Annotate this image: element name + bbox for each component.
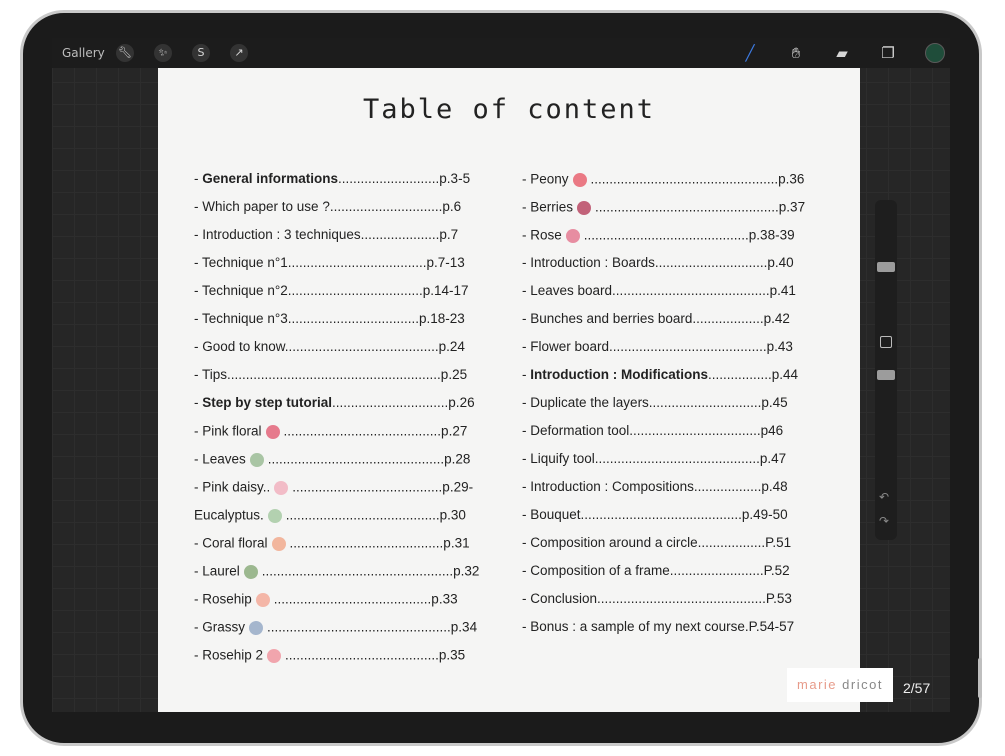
toc-entry: - Grassy .................................................p.34 — [194, 619, 477, 637]
selection-icon[interactable]: S — [192, 44, 210, 62]
toc-entry: - Introduction : Modifications.................p.44 — [522, 367, 799, 382]
toc-entry: - Pink floral ..........................................p.27 — [194, 423, 467, 441]
watercolor-flower-icon — [270, 535, 288, 553]
toc-entry: - Good to know.........................................p.24 — [194, 339, 465, 354]
watercolor-flower-icon — [266, 507, 284, 525]
transform-arrow-icon[interactable]: ↗ — [230, 44, 248, 62]
toc-entry: - Peony ..................................................p.36 — [522, 171, 804, 189]
watercolor-flower-icon — [242, 563, 260, 581]
toc-entry: Eucalyptus. .........................................p.30 — [194, 507, 466, 525]
smudge-icon[interactable]: ✋︎ — [791, 44, 801, 62]
toc-entry: - Introduction : 3 techniques.....................p.7 — [194, 227, 459, 242]
toc-entry: - Composition around a circle..................P.51 — [522, 535, 792, 550]
watercolor-flower-icon — [564, 227, 582, 245]
brush-sidebar — [875, 200, 897, 540]
canvas-document[interactable] — [158, 68, 860, 712]
procreate-screen — [52, 38, 950, 712]
toc-entry: - Leaves board..........................................p.41 — [522, 283, 796, 298]
document-title: Table of content — [362, 94, 656, 125]
toc-entry: - Technique n°1.....................................p.7-13 — [194, 255, 465, 270]
toc-entry: - Bouquet...........................................p.49-50 — [522, 507, 788, 522]
watercolor-flower-icon — [272, 479, 290, 497]
toc-entry: - Which paper to use ?..............................p.6 — [194, 199, 462, 214]
toc-entry: - Flower board..........................................p.43 — [522, 339, 793, 354]
toc-entry: - General informations...........................p.3-5 — [194, 171, 471, 186]
toc-entry: - Technique n°2....................................p.14-17 — [194, 283, 469, 298]
toc-entry: - Deformation tool...................................p46 — [522, 423, 784, 438]
brush-size-slider[interactable] — [877, 262, 895, 272]
logo: marie dricot — [787, 668, 893, 702]
gallery-button[interactable]: Gallery — [62, 46, 105, 60]
toc-entry: - Rosehip ..........................................p.33 — [194, 591, 458, 609]
toc-entry: - Bonus : a sample of my next course.P.54-57 — [522, 619, 795, 634]
toc-entry: - Rosehip 2 .........................................p.35 — [194, 647, 465, 665]
toc-entry: - Duplicate the layers..............................p.45 — [522, 395, 788, 410]
watercolor-flower-icon — [571, 171, 589, 189]
undo-icon[interactable]: ↶ — [879, 490, 890, 504]
modify-button[interactable] — [880, 336, 892, 348]
toc-entry: - Berries .................................................p.37 — [522, 199, 805, 217]
watercolor-flower-icon — [247, 619, 265, 637]
eraser-icon[interactable]: ▰ — [836, 44, 848, 62]
ipad-side-button — [978, 658, 982, 698]
toc-entry: - Bunches and berries board...................p.42 — [522, 311, 790, 326]
toc-entry: - Rose ............................................p.38-39 — [522, 227, 795, 245]
magic-wand-icon[interactable]: ✨︎ — [154, 44, 172, 62]
redo-icon[interactable]: ↷ — [879, 514, 890, 528]
toc-entry: - Leaves ...............................................p.28 — [194, 451, 470, 469]
toc-entry: - Coral floral .........................................p.31 — [194, 535, 470, 553]
layers-icon[interactable]: ❐ — [881, 44, 895, 62]
watercolor-flower-icon — [264, 423, 282, 441]
toc-entry: - Technique n°3...................................p.18-23 — [194, 311, 465, 326]
watercolor-flower-icon — [265, 647, 283, 665]
watercolor-flower-icon — [248, 451, 266, 469]
toc-entry: - Composition of a frame.........................P.52 — [522, 563, 790, 578]
opacity-slider[interactable] — [877, 370, 895, 380]
top-toolbar — [52, 38, 950, 68]
toc-entry: - Liquify tool............................................p.47 — [522, 451, 787, 466]
brush-icon[interactable]: ╱ — [745, 44, 755, 62]
toc-entry: - Step by step tutorial...............................p.26 — [194, 395, 475, 410]
toc-entry: - Conclusion.............................................P.53 — [522, 591, 792, 606]
watercolor-flower-icon — [254, 591, 272, 609]
color-picker-button[interactable] — [925, 43, 945, 63]
toc-entry: - Pink daisy.. ........................................p.29- — [194, 479, 473, 497]
toc-entry: - Tips.........................................................p.25 — [194, 367, 468, 382]
watercolor-flower-icon — [575, 199, 593, 217]
toc-entry: - Laurel ...................................................p.32 — [194, 563, 479, 581]
toc-entry: - Introduction : Boards..............................p.40 — [522, 255, 794, 270]
wrench-icon[interactable]: 🔧︎ — [116, 44, 134, 62]
toc-entry: - Introduction : Compositions..................p.48 — [522, 479, 788, 494]
page-indicator: 2/57 — [903, 680, 931, 696]
